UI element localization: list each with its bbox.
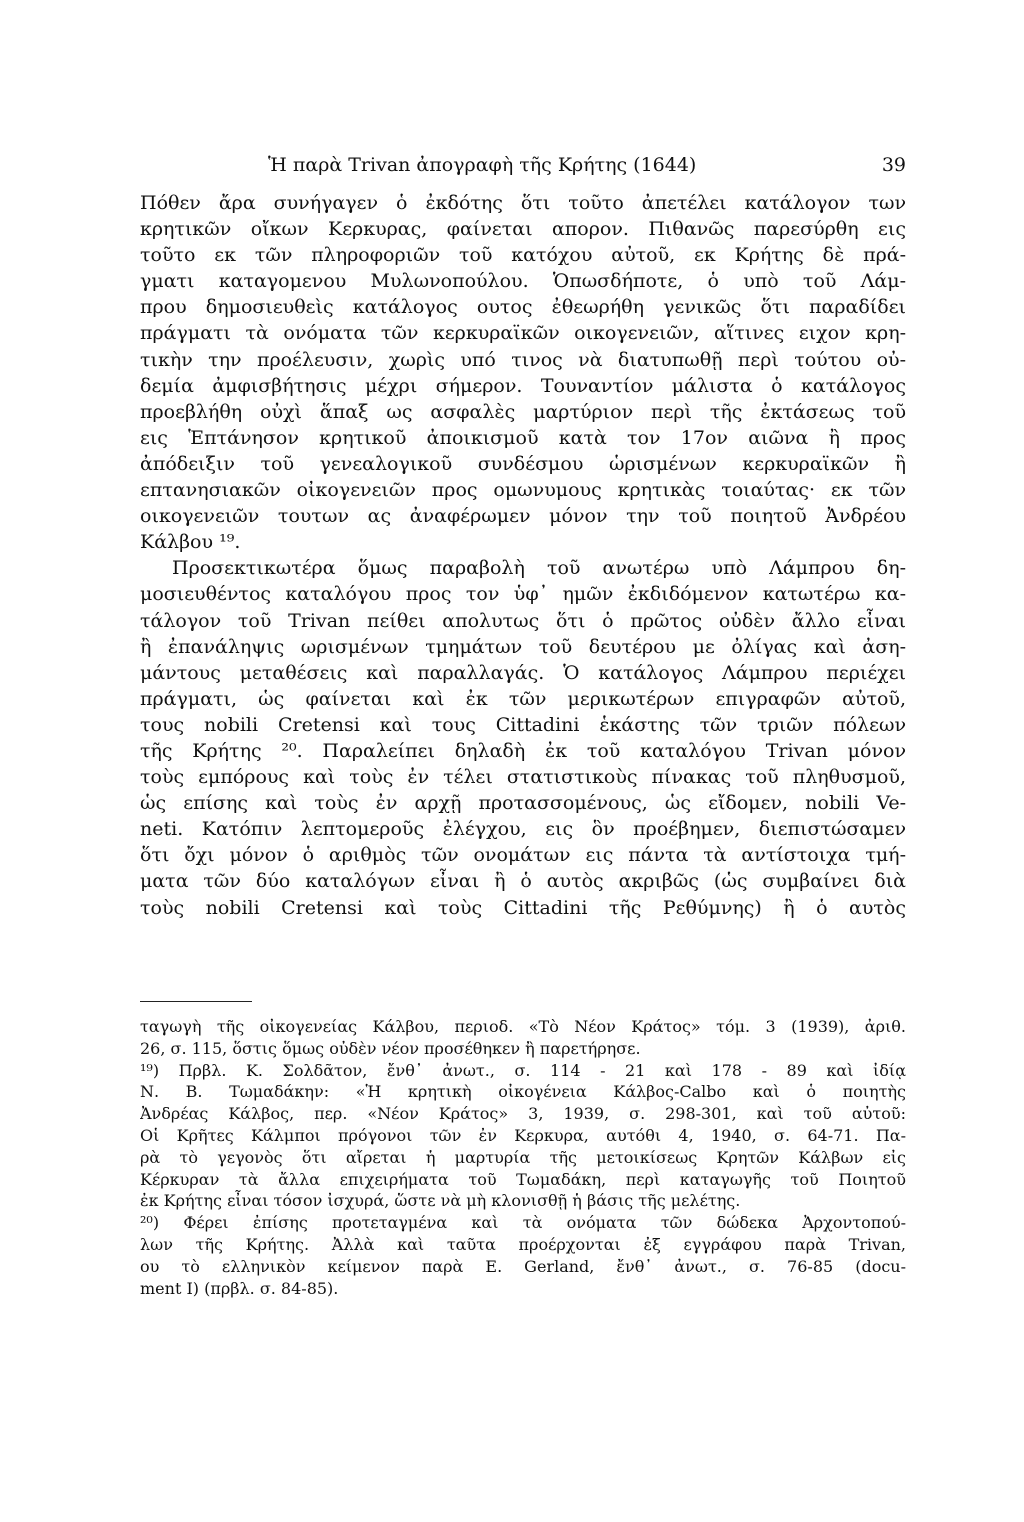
body-line: ἢ ἐπανάληψις ωρισμένων τμημάτων τοῦ δευτέρου με ὀλίγας καὶ ἀση- [140, 635, 906, 658]
footnote-line: ment I) (πρβλ. σ. 84-85). [140, 1278, 339, 1298]
page-number: 39 [881, 154, 906, 176]
footnote-line: ¹⁹) Πρβλ. Κ. Σολδᾶτον, ἔνθ᾽ ἀνωτ., σ. 114 - 21 καὶ 178 - 89 καὶ ἰδίᾳ [140, 1060, 906, 1080]
footnote-separator-rule [140, 1001, 252, 1002]
running-head [140, 152, 906, 178]
body-line: μοσιευθέντος καταλόγου προς τον ὑφ᾽ ημῶν ἐκδιδόμενον κατωτέρω κα- [140, 583, 906, 606]
footnote-line: ἐκ Κρήτης εἶναι τόσον ἰσχυρά, ὥστε νὰ μὴ κλονισθῇ ἡ βάσις τῆς μελέτης. [140, 1191, 741, 1211]
footnote-line: Οἱ Κρῆτες Κάλμποι πρόγονοι τῶν ἐν Κερκυρα, αυτόθι 4, 1940, σ. 64-71. Πα- [140, 1125, 906, 1145]
body-line: τους nobili Cretensi καὶ τους Cittadini ἑκάστης τῶν τριῶν πόλεων [140, 713, 906, 736]
footnote-line: Ἀνδρέας Κάλβος, περ. «Νέον Κράτος» 3, 1939, σ. 298-301, καὶ τοῦ αὐτοῦ: [140, 1104, 906, 1124]
footnote-line: ρὰ τὸ γεγονὸς ὅτι αἴρεται ἡ μαρτυρία τῆς μετοικίσεως Κρητῶν Κάλβων εἰς [140, 1147, 906, 1167]
body-line: εις Ἑπτάνησον κρητικοῦ ἀποικισμοῦ κατὰ τον 17ον αιῶνα ἢ προς [140, 426, 906, 449]
footnote-line: ταγωγὴ τῆς οἰκογενείας Κάλβου, περιοδ. «Τὸ Νέον Κράτος» τόμ. 3 (1939), ἀριθ. [140, 1017, 906, 1036]
footnote-line: Ν. Β. Τωμαδάκην: «Ἡ κρητικὴ οἰκογένεια Κάλβος-Calbo καὶ ὁ ποιητὴς [140, 1082, 906, 1102]
body-line: τῆς Κρήτης ²⁰. Παραλείπει δηλαδὴ ἐκ τοῦ καταλόγου Trivan μόνον [140, 739, 906, 762]
running-title: Ἡ παρὰ Trivan ἀπογραφὴ τῆς Κρήτης (1644) [268, 154, 697, 176]
footnote-line: ²⁰) Φέρει ἐπίσης προτεταγμένα καὶ τὰ ονόματα τῶν δώδεκα Ἀρχοντοπού- [140, 1213, 906, 1233]
body-line: τοῦτο εκ τῶν πληροφοριῶν τοῦ κατόχου αὐτοῦ, εκ Κρήτης δὲ πρά- [140, 244, 906, 267]
body-line: πρου δημοσιευθεὶς κατάλογος ουτος ἐθεωρήθη γενικῶς ὅτι παραδίδει [140, 296, 906, 319]
body-line: πράγματι, ὡς φαίνεται καὶ ἐκ τῶν μερικωτέρων επιγραφῶν αὐτοῦ, [140, 687, 906, 710]
body-line: μάντους μεταθέσεις καὶ παραλλαγάς. Ὁ κατάλογος Λάμπρου περιέχει [140, 661, 906, 684]
body-line: τικὴν την προέλευσιν, χωρὶς υπό τινος νὰ διατυπωθῇ περὶ τούτου οὐ- [140, 348, 906, 371]
body-line: ματα τῶν δύο καταλόγων εἶναι ἢ ὁ αυτὸς ακριβῶς (ὡς συμβαίνει διὰ [140, 870, 906, 893]
body-line: προεβλήθη οὐχὶ ἅπαξ ως ασφαλὲς μαρτύριον περὶ τῆς ἐκτάσεως τοῦ [140, 400, 906, 423]
body-line: κρητικῶν οἴκων Κερκυρας, φαίνεται απορον. Πιθανῶς παρεσύρθη εις [140, 218, 906, 241]
body-line: Προσεκτικωτέρα ὅμως παραβολὴ τοῦ ανωτέρω υπὸ Λάμπρου δη- [172, 557, 906, 580]
footnote-line: 26, σ. 115, ὅστις ὅμως οὐδὲν νέον προσέθηκεν ἢ παρετήρησε. [140, 1038, 641, 1058]
footnotes [140, 1016, 906, 1299]
body-line: neti. Κατόπιν λεπτομεροῦς ἐλέγχου, εις ὃν προέβημεν, διεπιστώσαμεν [140, 818, 906, 841]
footnote-line: ου τὸ ελληνικὸν κείμενον παρὰ Ε. Gerland, ἔνθ᾽ ἀνωτ., σ. 76-85 (docu- [140, 1256, 906, 1276]
body-line: γματι καταγομενου Μυλωνοπούλου. Ὁπωσδήποτε, ὁ υπὸ τοῦ Λάμ- [140, 270, 906, 293]
body-line: ὡς επίσης καὶ τοὺς ἐν αρχῇ προτασσομένους, ὡς εἴδομεν, nobili Ve- [140, 792, 906, 815]
body-line: Πόθεν ἄρα συνήγαγεν ὁ ἐκδότης ὅτι τοῦτο ἀπετέλει κατάλογον των [140, 192, 906, 214]
body-line: δεμία ἀμφισβήτησις μέχρι σήμερον. Τουναντίον μάλιστα ὁ κατάλογος [140, 374, 906, 397]
body-line: οικογενειῶν τουτων ας ἀναφέρωμεν μόνον την τοῦ ποιητοῦ Ἀνδρέου [140, 505, 906, 528]
footnote-line: λων τῆς Κρήτης. Ἀλλὰ καὶ ταῦτα προέρχονται ἐξ εγγράφου παρὰ Trivan, [140, 1234, 906, 1254]
footnote-line: Κέρκυραν τὰ ἄλλα επιχειρήματα τοῦ Τωμαδάκη, περὶ καταγωγῆς τοῦ Ποιητοῦ [140, 1169, 906, 1189]
body-line: ἀπόδειξιν τοῦ γενεαλογικοῦ συνδέσμου ὡρισμένων κερκυραϊκῶν ἢ [140, 452, 906, 475]
body-line: Κάλβου ¹⁹. [140, 531, 241, 554]
body-line: πράγματι τὰ ονόματα τῶν κερκυραϊκῶν οικογενειῶν, αἵτινες ειχον κρη- [140, 322, 906, 345]
body-text [140, 190, 906, 921]
body-line: ὅτι ὄχι μόνον ὁ αριθμὸς τῶν ονομάτων εις πάντα τὰ αντίστοιχα τμή- [140, 844, 906, 867]
body-line: τάλογον τοῦ Trivan πείθει απολυτως ὅτι ὁ πρῶτος οὐδὲν ἄλλο εἶναι [140, 609, 906, 632]
body-line: επτανησιακῶν οἰκογενειῶν προς ομωνυμους κρητικὰς τοιαύτας· εκ τῶν [140, 479, 906, 502]
body-line: τοὺς nobili Cretensi καὶ τοὺς Cittadini τῆς Ρεθύμνης) ἢ ὁ αυτὸς [140, 896, 906, 919]
body-line: τοὺς εμπόρους καὶ τοὺς ἐν τέλει στατιστικοὺς πίνακας τοῦ πληθυσμοῦ, [140, 766, 906, 789]
